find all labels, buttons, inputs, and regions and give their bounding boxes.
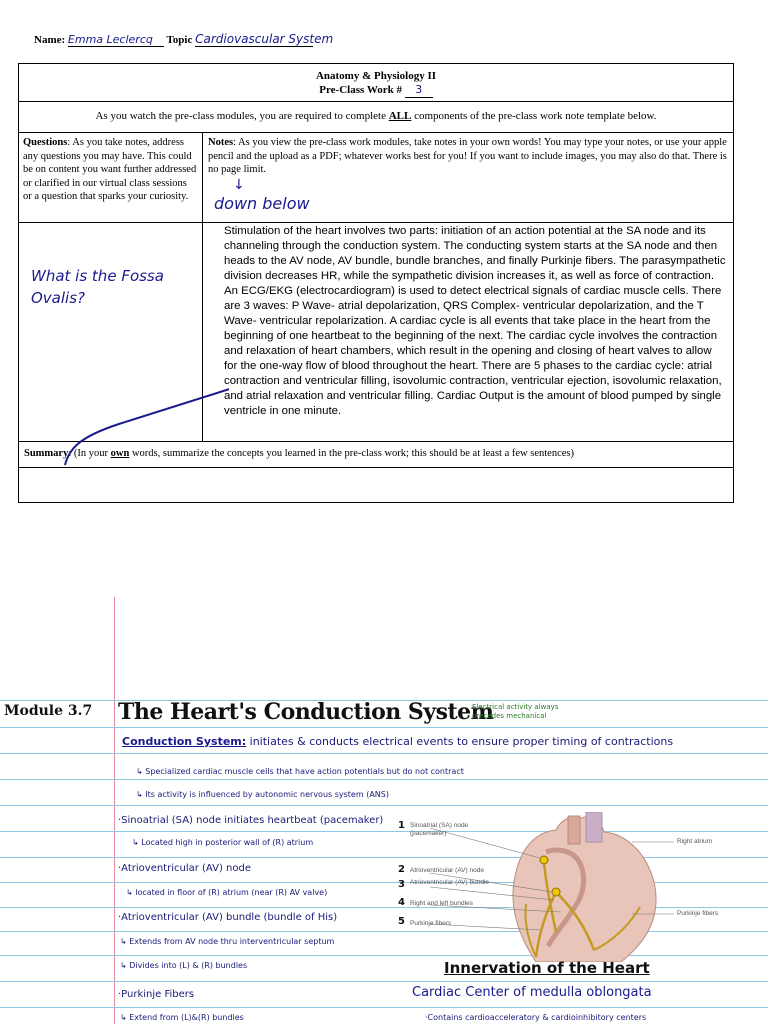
instruction-text-end: components of the pre-class work note template below. bbox=[411, 110, 657, 122]
purkinje-label: Purkinje fibers bbox=[410, 920, 452, 927]
cardiac-center-line: Cardiac Center of medulla oblongata bbox=[412, 985, 652, 1000]
note-line: ↳ Extend from (L)&(R) bundles bbox=[120, 1013, 244, 1022]
work-number-line bbox=[19, 83, 733, 98]
preclass-form bbox=[18, 63, 734, 503]
rule-line bbox=[0, 779, 768, 780]
note-line: ·Atrioventricular (AV) node bbox=[118, 863, 252, 874]
questions-header-cell bbox=[19, 133, 203, 223]
summary-text: : (In your bbox=[68, 448, 111, 459]
questions-text: : As you take notes, address any questions you may have. This could be on content you want further addressed or clarified in our virtual class sessions or a question that sparks your curiosity. bbox=[23, 137, 197, 202]
av-bundle-label: Atrioventricular (AV) bundle bbox=[410, 879, 489, 886]
instruction-emphasis: ALL bbox=[388, 110, 412, 122]
name-topic-line bbox=[34, 32, 334, 47]
note-line: ·Atrioventricular (AV) bundle (bundle of His) bbox=[118, 912, 338, 923]
note-line: ·Purkinje Fibers bbox=[118, 989, 195, 1000]
instruction-text: As you watch the pre-class modules, you are required to complete bbox=[95, 110, 389, 122]
sa-node-label: Sinoatrial (SA) node (pacemaker) bbox=[410, 822, 469, 837]
step-number: 3 bbox=[398, 879, 405, 890]
step-number: 1 bbox=[398, 820, 405, 831]
cardiac-center-sub: ·Contains cardioacceleratory & cardioinhibitory centers bbox=[425, 1013, 647, 1022]
side-note: Electrical activity always precedes mechanical bbox=[472, 703, 559, 720]
form-title bbox=[19, 64, 733, 102]
heart-conduction-figure bbox=[396, 812, 734, 962]
notes-title: Notes bbox=[208, 137, 234, 148]
note-line: ·Sinoatrial (SA) node initiates heartbeat (pacemaker) bbox=[118, 815, 384, 826]
step-number: 4 bbox=[398, 897, 405, 908]
work-label: Pre-Class Work # bbox=[319, 84, 402, 96]
summary-body-cell[interactable] bbox=[19, 468, 733, 502]
work-number[interactable]: 3 bbox=[405, 83, 433, 98]
note-line: ↳ Located high in posterior wall of (R) atrium bbox=[132, 838, 314, 847]
handwritten-question: What is the Fossa Ovalis? bbox=[31, 267, 164, 307]
note-term: Conduction System: bbox=[122, 735, 247, 748]
module-label: Module 3.7 bbox=[4, 703, 93, 719]
notes-body-cell[interactable] bbox=[203, 223, 733, 442]
course-title: Anatomy & Physiology II bbox=[315, 70, 437, 82]
margin-line bbox=[114, 597, 115, 1024]
questions-title: Questions bbox=[23, 137, 68, 148]
summary-title: Summary bbox=[24, 448, 69, 459]
summary-text-end: words, summarize the concepts you learned in the pre-class work; this should be at least a few sentences) bbox=[129, 448, 574, 459]
step-number: 5 bbox=[398, 916, 405, 927]
topic-label: Topic bbox=[166, 34, 193, 46]
note-line: ↳ located in floor of (R) atrium (near (R) AV valve) bbox=[126, 888, 328, 897]
notebook-heading: The Heart's Conduction System bbox=[118, 699, 494, 725]
handwritten-arrow-icon bbox=[59, 369, 229, 469]
down-arrow-icon: ↓ bbox=[233, 177, 245, 193]
name-label: Name: bbox=[34, 34, 66, 46]
notes-body-text: Stimulation of the heart involves two parts: initiation of an action potential at the SA node and its channeling through the conduction system. The conducting system starts at the SA node and then heads to the AV node, AV bundle, bundle branches, and finally Purkinje fibers. The parasympathetic division decreases HR, while the sympathetic division increases it, as well as force of contraction. An ECG/EKG (electrocardiogram) is used to detect electrical signals of cardiac muscle cells. There are 3 waves: P Wave- atrial depolarization, QRS Complex- ventricular depolarization, and the T Wave- ventricular repolarization. A cardiac cycle is all events that take place in the heart from the beginning of one heartbeat to the beginning of the next. The cardiac cycle involves the contraction and relaxation of heart chambers, which result in the opening and closing of heart valves to allow for the one-way flow of blood throughout the heart. There are 5 phases to the cardiac cycle: atrial contraction and ventricular filling, isovolumic contraction, ventricular ejection, isovolumic relaxation, and atrial relaxation and ventricular filling. Cardiac Output is the amount of blood pumped by single ventricle in one minute. bbox=[224, 225, 726, 417]
right-atrium-label: Right atrium bbox=[677, 838, 713, 845]
innervation-heading: Innervation of the Heart bbox=[444, 959, 650, 977]
summary-emphasis: own bbox=[110, 448, 130, 459]
note-text: initiates & conducts electrical events to ensure proper timing of contractions bbox=[246, 735, 674, 748]
av-node-label: Atrioventricular (AV) node bbox=[410, 867, 484, 874]
instructions bbox=[19, 102, 733, 133]
rule-line bbox=[0, 1007, 768, 1008]
note-line: ↳ Divides into (L) & (R) bundles bbox=[120, 961, 248, 970]
note-line bbox=[122, 735, 673, 748]
rule-line bbox=[0, 981, 768, 982]
rule-line bbox=[0, 805, 768, 806]
bundles-label: Right and left bundles bbox=[410, 900, 473, 907]
name-value[interactable]: Emma Leclercq bbox=[68, 33, 164, 47]
notes-text: : As you view the pre-class work modules, take notes in your own words! You may type your notes, or use your apple pencil and the upload as a PDF; whatever works best for you! If you want to include images, you may also do that. There is no page limit. bbox=[208, 137, 727, 175]
note-line: ↳ Specialized cardiac muscle cells that have action potentials but do not contract bbox=[136, 767, 464, 776]
handwritten-down-below: down below bbox=[214, 194, 310, 213]
note-line: ↳ Its activity is influenced by autonomic nervous system (ANS) bbox=[136, 790, 389, 799]
notebook-page bbox=[0, 597, 768, 1024]
rule-line bbox=[0, 753, 768, 754]
note-line: ↳ Extends from AV node thru interventricular septum bbox=[120, 937, 335, 946]
purkinje-right-label: Purkinje fibers bbox=[677, 910, 719, 917]
rule-line bbox=[0, 727, 768, 728]
topic-value[interactable]: Cardiovascular System bbox=[195, 32, 334, 46]
step-number: 2 bbox=[398, 864, 405, 875]
